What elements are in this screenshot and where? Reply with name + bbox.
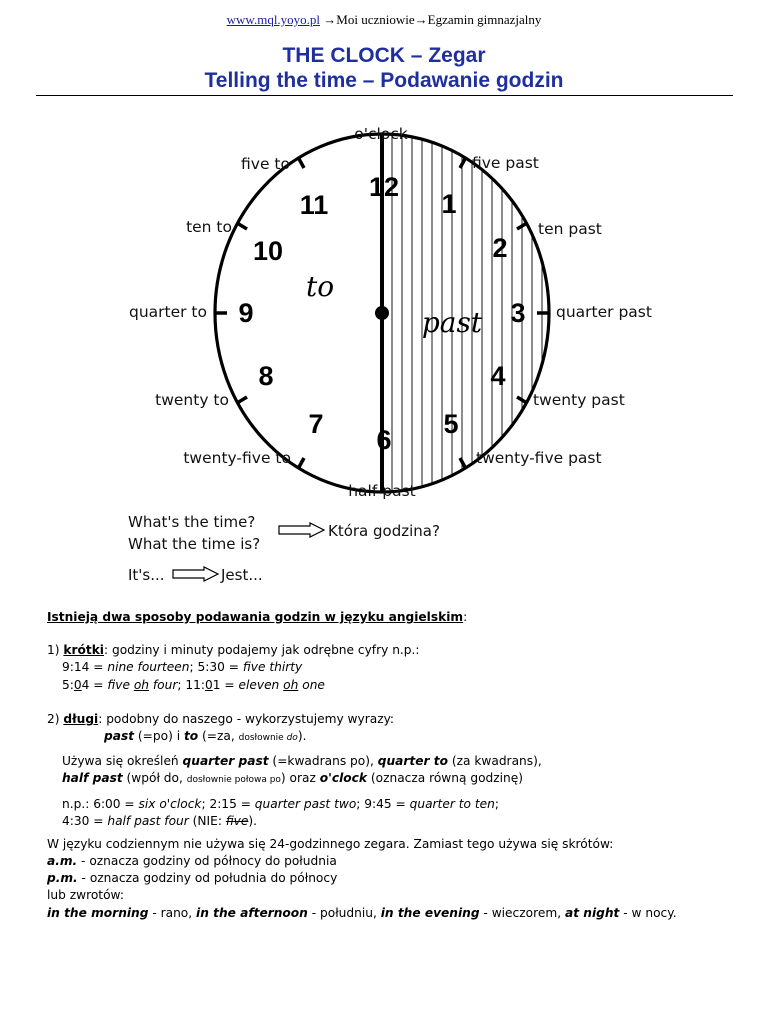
- answer-1: Która godzina?: [328, 522, 440, 540]
- label-five-to: five to: [241, 155, 290, 173]
- past-term: past: [104, 729, 135, 743]
- example-text: ; 9:45 =: [356, 797, 410, 811]
- example-phrase: four: [149, 678, 178, 692]
- short-example-2: [62, 677, 325, 693]
- terms-line-1: [62, 753, 542, 769]
- example-text: 5:: [62, 678, 74, 692]
- to-word: to: [305, 270, 335, 303]
- example-text: (NIE:: [188, 814, 226, 828]
- label-twenty-five-to: twenty-five to: [183, 449, 291, 467]
- example-zero: 0: [204, 678, 213, 692]
- title-divider: [36, 95, 733, 96]
- am-line: [47, 853, 337, 869]
- literal-note: dosłownie połowa po: [186, 775, 281, 785]
- crumb-students: Moi uczniowie: [336, 12, 415, 27]
- example-oh: oh: [283, 678, 299, 692]
- example-phrase: five: [107, 678, 134, 692]
- label-quarter-past: quarter past: [556, 303, 652, 321]
- label-half-past: half past: [348, 482, 416, 500]
- to-term: to: [183, 729, 199, 743]
- pm-line: [47, 870, 337, 886]
- terms-text: ) oraz: [280, 771, 320, 785]
- terms-text: (oznacza równą godzinę): [366, 771, 524, 785]
- pm-term: p.m.: [47, 871, 78, 885]
- half-past-term: half past: [62, 771, 123, 785]
- clock-number-12: 12: [368, 172, 400, 202]
- example-text: 4:30 =: [62, 814, 108, 828]
- night-term: at night: [564, 906, 620, 920]
- label-twenty-to: twenty to: [155, 391, 229, 409]
- phrase-text: - wieczorem,: [479, 906, 565, 920]
- phrases-line: [47, 905, 677, 921]
- clock-number-1: 1: [441, 189, 457, 219]
- arrow-right-icon: [278, 522, 326, 538]
- page-title: THE CLOCK – Zegar: [282, 44, 486, 67]
- clock-number-4: 4: [490, 361, 506, 391]
- clock-number-6: 6: [376, 425, 392, 455]
- long-method-text: : podobny do naszego - wykorzystujemy wyrazy:: [98, 712, 395, 726]
- pm-text: - oznacza godziny od południa do północy: [77, 871, 338, 885]
- quarter-past-term: quarter past: [182, 754, 269, 768]
- example-line-1: [62, 796, 499, 812]
- example-phrase: quarter to ten: [409, 797, 495, 811]
- phrase-text: - południu,: [307, 906, 381, 920]
- label-ten-past: ten past: [538, 220, 602, 238]
- example-text: ; 2:15 =: [201, 797, 255, 811]
- terms-line-2: [62, 770, 523, 788]
- intro-line: [47, 609, 467, 625]
- literal-word: do: [286, 733, 298, 743]
- label-five-past: five past: [472, 154, 539, 172]
- clock-number-8: 8: [258, 361, 274, 391]
- example-oh: oh: [133, 678, 150, 692]
- short-method-key: krótki: [63, 643, 104, 657]
- past-meaning: (=po) i: [134, 729, 184, 743]
- clock-number-7: 7: [308, 409, 324, 439]
- label-twenty-five-past: twenty-five past: [476, 449, 602, 467]
- crumb-exam: Egzamin gimnazjalny: [427, 12, 542, 27]
- arrow-icon: →: [414, 12, 428, 27]
- past-word: past: [421, 306, 483, 339]
- short-example-1: [62, 659, 302, 675]
- clock-center: [375, 306, 389, 320]
- example-phrase: half past four: [107, 814, 189, 828]
- terms-text: Używa się określeń: [62, 754, 183, 768]
- example-phrase: five thirty: [242, 660, 303, 674]
- example-text: 1 =: [212, 678, 239, 692]
- example-phrase: nine fourteen: [107, 660, 190, 674]
- arrow-right-icon: [172, 566, 220, 582]
- site-link[interactable]: www.mql.yoyo.pl: [226, 12, 321, 27]
- long-method-line: [47, 711, 394, 727]
- past-to-line: [104, 728, 306, 746]
- example-phrase: one: [298, 678, 325, 692]
- phrase-text: - w nocy.: [619, 906, 677, 920]
- am-term: a.m.: [47, 854, 78, 868]
- example-text: 4 =: [81, 678, 108, 692]
- label-ten-to: ten to: [186, 218, 232, 236]
- morning-term: in the morning: [47, 906, 149, 920]
- item-number: 1): [47, 643, 64, 657]
- quarter-to-term: quarter to: [377, 754, 448, 768]
- example-phrase: six o'clock: [138, 797, 202, 811]
- clock-number-2: 2: [492, 233, 508, 263]
- example-line-2: [62, 813, 257, 829]
- intro-text: Istnieją dwa sposoby podawania godzin w języku angielskim: [47, 610, 464, 624]
- oclock-term: o'clock: [319, 771, 367, 785]
- phrase-text: - rano,: [148, 906, 197, 920]
- example-phrase: quarter past two: [254, 797, 357, 811]
- example-zero: 0: [73, 678, 82, 692]
- terms-text: (za kwadrans),: [447, 754, 542, 768]
- clock-diagram: [0, 110, 768, 510]
- am-text: - oznacza godziny od północy do południa: [77, 854, 337, 868]
- arrow-icon: →: [323, 12, 337, 27]
- jest-label: Jest...: [221, 566, 263, 584]
- clock-number-3: 3: [510, 298, 526, 328]
- clock-number-9: 9: [238, 298, 254, 328]
- evening-term: in the evening: [380, 906, 480, 920]
- afternoon-term: in the afternoon: [196, 906, 308, 920]
- example-text: ;: [494, 797, 499, 811]
- clock-number-10: 10: [252, 236, 284, 266]
- clock-number-5: 5: [443, 409, 459, 439]
- phrases-intro: lub zwrotów:: [47, 888, 124, 902]
- question-2: What the time is?: [128, 535, 261, 553]
- struck-word: five: [225, 814, 249, 828]
- label-quarter-to: quarter to: [128, 303, 207, 321]
- short-method-text: : godziny i minuty podajemy jak odrębne cyfry n.p.:: [104, 643, 420, 657]
- its-label: It's...: [128, 566, 165, 584]
- question-1: What's the time?: [128, 513, 256, 531]
- example-text: 9:14 =: [62, 660, 108, 674]
- daily-usage-line: W języku codziennym nie używa się 24-godzinnego zegara. Zamiast tego używa się skrótów:: [47, 837, 614, 851]
- example-text: n.p.: 6:00 =: [62, 797, 139, 811]
- label-twenty-past: twenty past: [533, 391, 625, 409]
- item-number: 2): [47, 712, 64, 726]
- terms-text: (=kwadrans po),: [268, 754, 378, 768]
- example-text: ; 11:: [177, 678, 205, 692]
- terms-text: (wpół do,: [122, 771, 187, 785]
- to-meaning: (=za,: [198, 729, 239, 743]
- clock-number-11: 11: [299, 190, 329, 220]
- label-oclock: o'clock: [354, 125, 408, 143]
- header-links: [0, 12, 768, 28]
- page-subtitle: Telling the time – Podawanie godzin: [204, 69, 564, 92]
- example-text: ).: [248, 814, 258, 828]
- long-method-key: długi: [63, 712, 99, 726]
- to-meaning-close: ).: [297, 729, 307, 743]
- example-text: ; 5:30 =: [189, 660, 243, 674]
- example-phrase: eleven: [238, 678, 284, 692]
- short-method-line: [47, 642, 420, 658]
- literal-note: dosłownie: [238, 733, 287, 743]
- intro-colon: :: [463, 610, 468, 624]
